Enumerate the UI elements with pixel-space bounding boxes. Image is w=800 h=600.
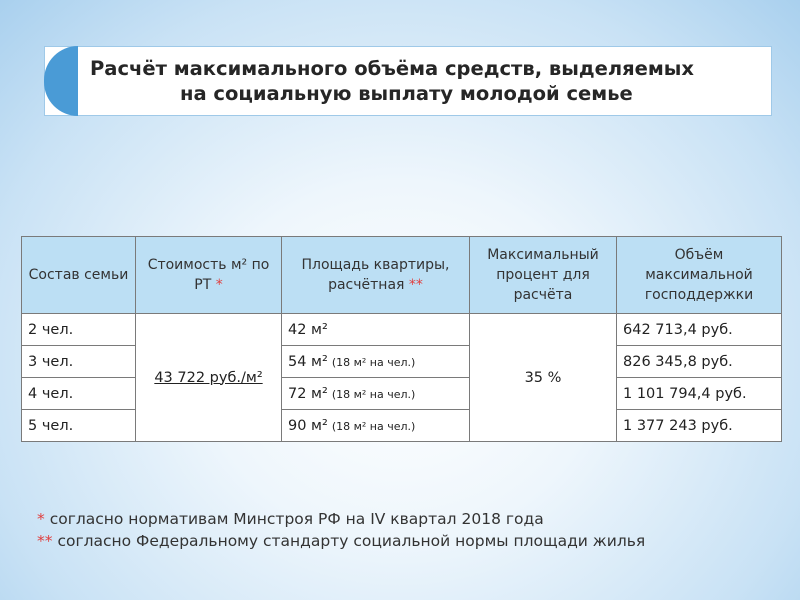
area-cell: 42 м² (282, 314, 470, 346)
volume-cell: 1 101 794,4 руб. (617, 378, 782, 410)
header-family: Состав семьи (22, 237, 136, 314)
area-cell: 90 м² (18 м² на чел.) (282, 410, 470, 442)
header-area: Площадь квартиры, расчётная ** (282, 237, 470, 314)
volume-cell: 1 377 243 руб. (617, 410, 782, 442)
family-cell: 4 чел. (22, 378, 136, 410)
area-cell: 72 м² (18 м² на чел.) (282, 378, 470, 410)
footnotes (37, 508, 645, 552)
table-row (22, 314, 782, 346)
header-cost: Стоимость м² по РТ * (136, 237, 282, 314)
slide-title (90, 56, 770, 106)
table-header-row (22, 237, 782, 314)
calculation-table (21, 236, 782, 442)
footnote-2: ** согласно Федеральному стандарту социальной нормы площади жилья (37, 532, 646, 550)
title-line-2: на социальную выплату молодой семье (180, 82, 633, 105)
header-percent: Максимальный процент для расчёта (470, 237, 617, 314)
family-cell: 2 чел. (22, 314, 136, 346)
volume-cell: 826 345,8 руб. (617, 346, 782, 378)
title-line-1: Расчёт максимального объёма средств, выделяемых (90, 57, 695, 80)
area-cell: 54 м² (18 м² на чел.) (282, 346, 470, 378)
family-cell: 5 чел. (22, 410, 136, 442)
percent-cell: 35 % (470, 314, 617, 442)
family-cell: 3 чел. (22, 346, 136, 378)
cost-cell: 43 722 руб./м² (136, 314, 282, 442)
double-asterisk-mark: ** (408, 277, 423, 293)
asterisk-mark: * (215, 277, 223, 293)
footnote-1: * согласно нормативам Минстроя РФ на IV квартал 2018 года (37, 510, 544, 528)
volume-cell: 642 713,4 руб. (617, 314, 782, 346)
header-volume: Объём максимальной господдержки (617, 237, 782, 314)
